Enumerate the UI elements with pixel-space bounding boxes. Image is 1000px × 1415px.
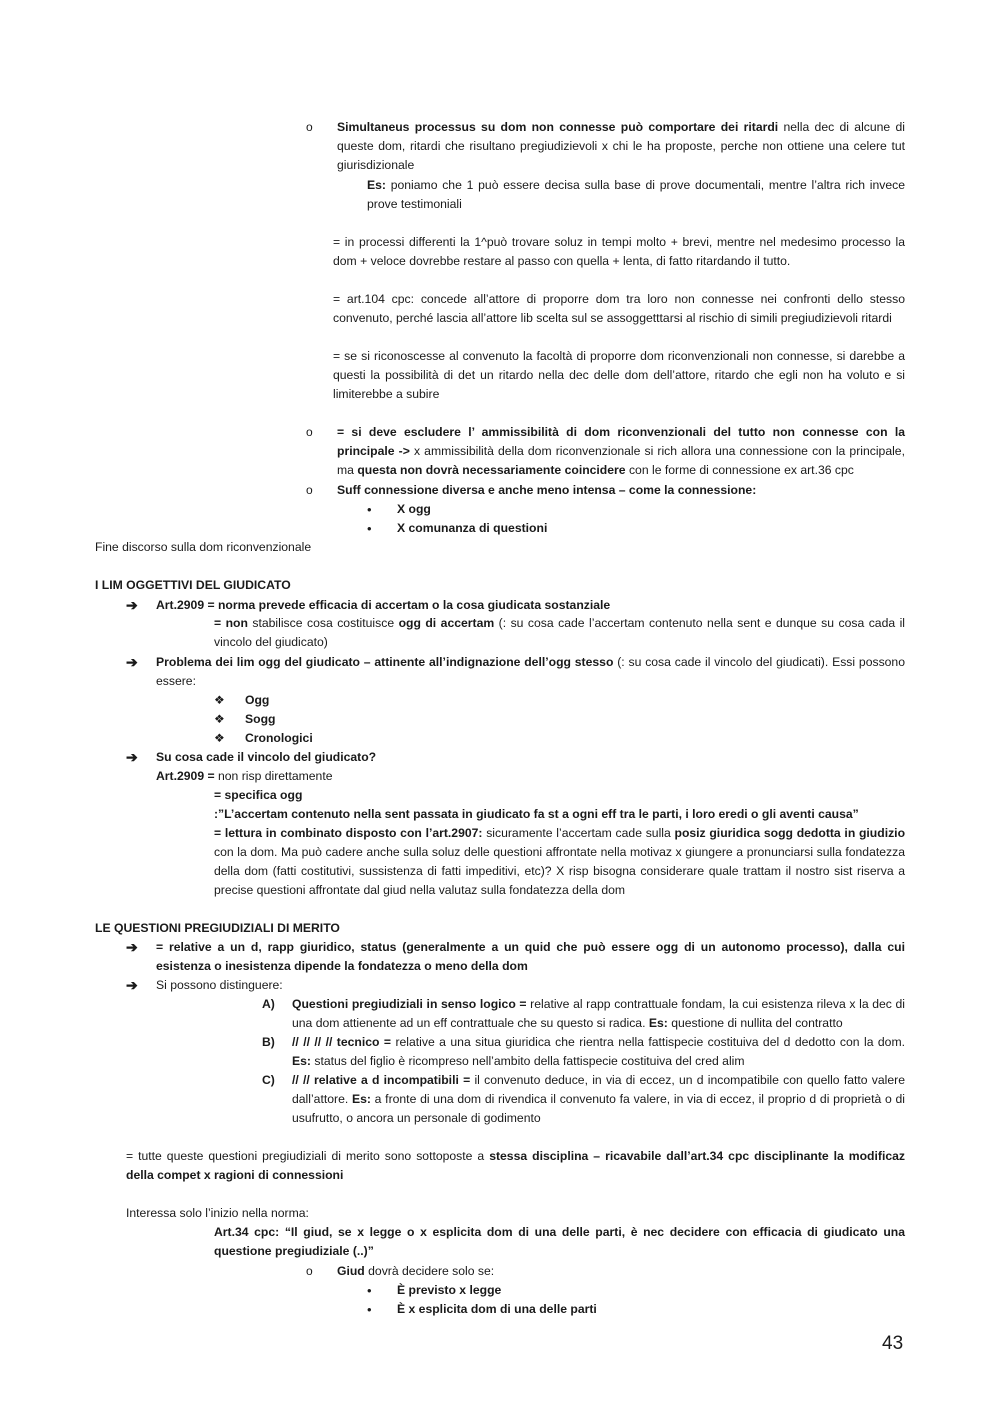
paragraph-suff-connessione: Suff connessione diversa e anche meno intensa – come la connessione: bbox=[337, 483, 757, 497]
bullet-marker: • bbox=[367, 521, 372, 536]
paragraph-simultaneus bbox=[337, 118, 905, 175]
page-number: 43 bbox=[882, 1333, 904, 1354]
diamond-icon: ❖ bbox=[214, 731, 225, 745]
bullet-item: X comunanza di questioni bbox=[397, 521, 548, 535]
list-item: Cronologici bbox=[245, 731, 313, 745]
list-marker: o bbox=[306, 425, 313, 439]
item-b bbox=[292, 1033, 905, 1071]
es-label: Es: bbox=[648, 1016, 668, 1030]
bold-text: Giud bbox=[337, 1264, 365, 1278]
bullet-item: È previsto x legge bbox=[397, 1283, 502, 1297]
item-relative-d: = relative a un d, rapp giuridico, status (generalmente a un quid che può essere ogg di un autonomo processo), dalla cui esistenza o inesistenza dipende la fondatezza o meno della dom bbox=[156, 940, 905, 973]
bullet-item: X ogg bbox=[397, 502, 431, 516]
bullet-item: È x esplicita dom di una delle parti bbox=[397, 1302, 597, 1316]
text: nella dec di alcune di queste dom, ritardi che risultano pregiudizievoli x chi le ha proposte, perche non ottiene una celere tut giurisdizionale bbox=[337, 120, 906, 172]
paragraph-processi-differenti: = in processi differenti la 1^può trovare soluz in tempi molto + brevi, mentre nel medesimo processo la dom + veloce dovrebbe restare al passo con quella + lenta, di fatto ritardando il tutto. bbox=[333, 235, 905, 268]
es-label: Es: bbox=[351, 1092, 371, 1106]
paragraph-riconoscesse: = se si riconoscesse al convenuto la facoltà di proporre dom riconvenzionali non connesse, si darebbe a questi la possibilità di det un ritardo nella dec delle dom dell’attore, ritardo che egli non ha voluto e si limiterebbe a subire bbox=[333, 349, 905, 401]
bold-text: // // // // tecnico = bbox=[292, 1035, 392, 1049]
art2909-line bbox=[156, 767, 333, 786]
es-label: Es: bbox=[292, 1054, 311, 1068]
item-art2909: Art.2909 = norma prevede efficacia di accertam o la cosa giudicata sostanziale bbox=[156, 598, 611, 612]
text: il convenuto deduce, in via di eccez, un d incompatibile con quello fatto valere dall’attore. bbox=[292, 1073, 905, 1106]
subitem-non-stabilisce bbox=[214, 614, 905, 652]
quote-art34: Art.34 cpc: “Il giud, se x legge o x esplicita dom di una delle parti, è nec decidere con efficacia di giudicato una questione pregiudiziale (..)” bbox=[214, 1225, 905, 1258]
arrow-icon: ➔ bbox=[126, 597, 138, 613]
bold-text: = si deve escludere l’ ammissibilità di dom riconvenzionali del tutto non connesse con la principale -> bbox=[337, 425, 905, 458]
fine-discorso: Fine discorso sulla dom riconvenzionale bbox=[95, 540, 312, 554]
arrow-icon: ➔ bbox=[126, 939, 138, 955]
text: poniamo che 1 può essere decisa sulla base di prove documentali, mentre l’altra rich invece prove testimoniali bbox=[367, 178, 905, 211]
list-label-a: A) bbox=[262, 997, 275, 1011]
bold-text: Problema dei lim ogg del giudicato – attinente all’indignazione dell’ogg stesso bbox=[156, 655, 614, 669]
paragraph-giud bbox=[337, 1262, 494, 1281]
text: stabilisce cosa costituisce bbox=[247, 616, 399, 630]
text: x ammissibilità della dom riconvenzionale si rich allora una connessione con la principale, ma bbox=[337, 444, 905, 477]
section-heading: I LIM OGGETTIVI DEL GIUDICATO bbox=[95, 578, 291, 592]
bold-text: Questioni pregiudiziali in senso logico = bbox=[292, 997, 527, 1011]
diamond-icon: ❖ bbox=[214, 712, 225, 726]
list-marker: o bbox=[306, 1264, 313, 1278]
text: = tutte queste questioni pregiudiziali di merito sono sottoposte a bbox=[126, 1149, 490, 1163]
list-item: Ogg bbox=[245, 693, 270, 707]
item-distinguere: Si possono distinguere: bbox=[156, 978, 283, 992]
item-c bbox=[292, 1071, 905, 1128]
text: (: su cosa cade il vincolo del giudicati). Essi possono essere: bbox=[156, 655, 905, 688]
paragraph-interessa: Interessa solo l’inizio nella norma: bbox=[126, 1206, 309, 1220]
item-problema bbox=[156, 653, 905, 691]
text: status del figlio è ricompreso nell’ambito della fattispecie costituiva del cred alim bbox=[310, 1054, 745, 1068]
list-label-b: B) bbox=[262, 1035, 275, 1049]
lettura-combinato bbox=[214, 824, 905, 900]
item-a bbox=[292, 995, 905, 1033]
bullet-marker: • bbox=[367, 1302, 372, 1317]
paragraph-escludere bbox=[337, 423, 905, 480]
text: non risp direttamente bbox=[214, 769, 333, 783]
text: dovrà decidere solo se: bbox=[364, 1264, 495, 1278]
bold-text: posiz giuridica sogg dedotta in giudizio bbox=[674, 826, 906, 840]
bullet-marker: • bbox=[367, 1283, 372, 1298]
bold-text: = lettura in combinato disposto con l’art.2907: bbox=[214, 826, 483, 840]
bold-text: Art.2909 = bbox=[156, 769, 215, 783]
text: (: su cosa cade l’accertam contenuto nella sent e dunque su cosa cada il vincolo del giudicato) bbox=[214, 616, 906, 649]
text: con la dom. Ma può cadere anche sulla soluz delle questioni affrontate nella motivaz x giungere a pronunciarsi sulla fondatezza della dom (fatti costitutivi, sussistenza di fatti impeditivi, etc)? X risp bisogna considerare quale trattam il nostro sist riserva a precise questioni affrontate dal giud nella valutaz sulla fondatezza della dom bbox=[214, 845, 905, 897]
list-item: Sogg bbox=[245, 712, 276, 726]
bold-text: // // relative a d incompatibili = bbox=[292, 1073, 471, 1087]
es-label: Es: bbox=[367, 178, 386, 192]
bold-text: stessa disciplina – ricavabile dall’art.34 cpc disciplinante la modificaz della compet x ragioni di connessioni bbox=[126, 1149, 905, 1182]
text: a fronte di una dom di rivendica il convenuto fa valere, in via di eccez, il proprio d di proprietà o di usufrutto, o ancora un personale di godimento bbox=[292, 1092, 905, 1125]
bold-text: questa non dovrà necessariamente coincidere bbox=[357, 463, 626, 477]
specifica-ogg: = specifica ogg bbox=[214, 788, 303, 802]
example-paragraph bbox=[367, 176, 905, 214]
text: questione di nullita del contratto bbox=[667, 1016, 843, 1030]
arrow-icon: ➔ bbox=[126, 749, 138, 765]
quote-accertam: :”L’accertam contenuto nella sent passata in giudicato fa st a ogni eff tra le parti, i loro eredi o gli aventi causa” bbox=[214, 807, 859, 821]
diamond-icon: ❖ bbox=[214, 693, 225, 707]
text: con le forme di connessione ex art.36 cpc bbox=[625, 463, 854, 477]
bold-text: Simultaneus processus su dom non connesse può comportare dei ritardi bbox=[337, 120, 779, 134]
text: sicuramente l’accertam cade sulla bbox=[482, 826, 675, 840]
bold-text: = non bbox=[214, 616, 248, 630]
bold-text: ogg di accertam bbox=[398, 616, 495, 630]
list-label-c: C) bbox=[262, 1073, 275, 1087]
bullet-marker: • bbox=[367, 502, 372, 517]
list-marker: o bbox=[306, 483, 313, 497]
list-marker: o bbox=[306, 120, 313, 134]
item-su-cosa-cade: Su cosa cade il vincolo del giudicato? bbox=[156, 750, 377, 764]
arrow-icon: ➔ bbox=[126, 977, 138, 993]
text: relative al rapp contrattuale fondam, la cui esistenza rileva x la dec di una dom attienente ad un eff contrattuale che su questo si radica. bbox=[292, 997, 905, 1030]
arrow-icon: ➔ bbox=[126, 654, 138, 670]
text: relative a una situa giuridica che rientra nella fattispecie costituiva del d dedotto con la dom. bbox=[391, 1035, 905, 1049]
paragraph-tutte-queste bbox=[126, 1147, 905, 1185]
paragraph-art104: = art.104 cpc: concede all’attore di proporre dom tra loro non connesse nei confronti dello stesso convenuto, perché lascia all’attore lib scelta sul se assoggetttarsi al rischio di simili pregiudizievoli ritardi bbox=[333, 292, 905, 325]
section-heading: LE QUESTIONI PREGIUDIZIALI DI MERITO bbox=[95, 921, 340, 935]
